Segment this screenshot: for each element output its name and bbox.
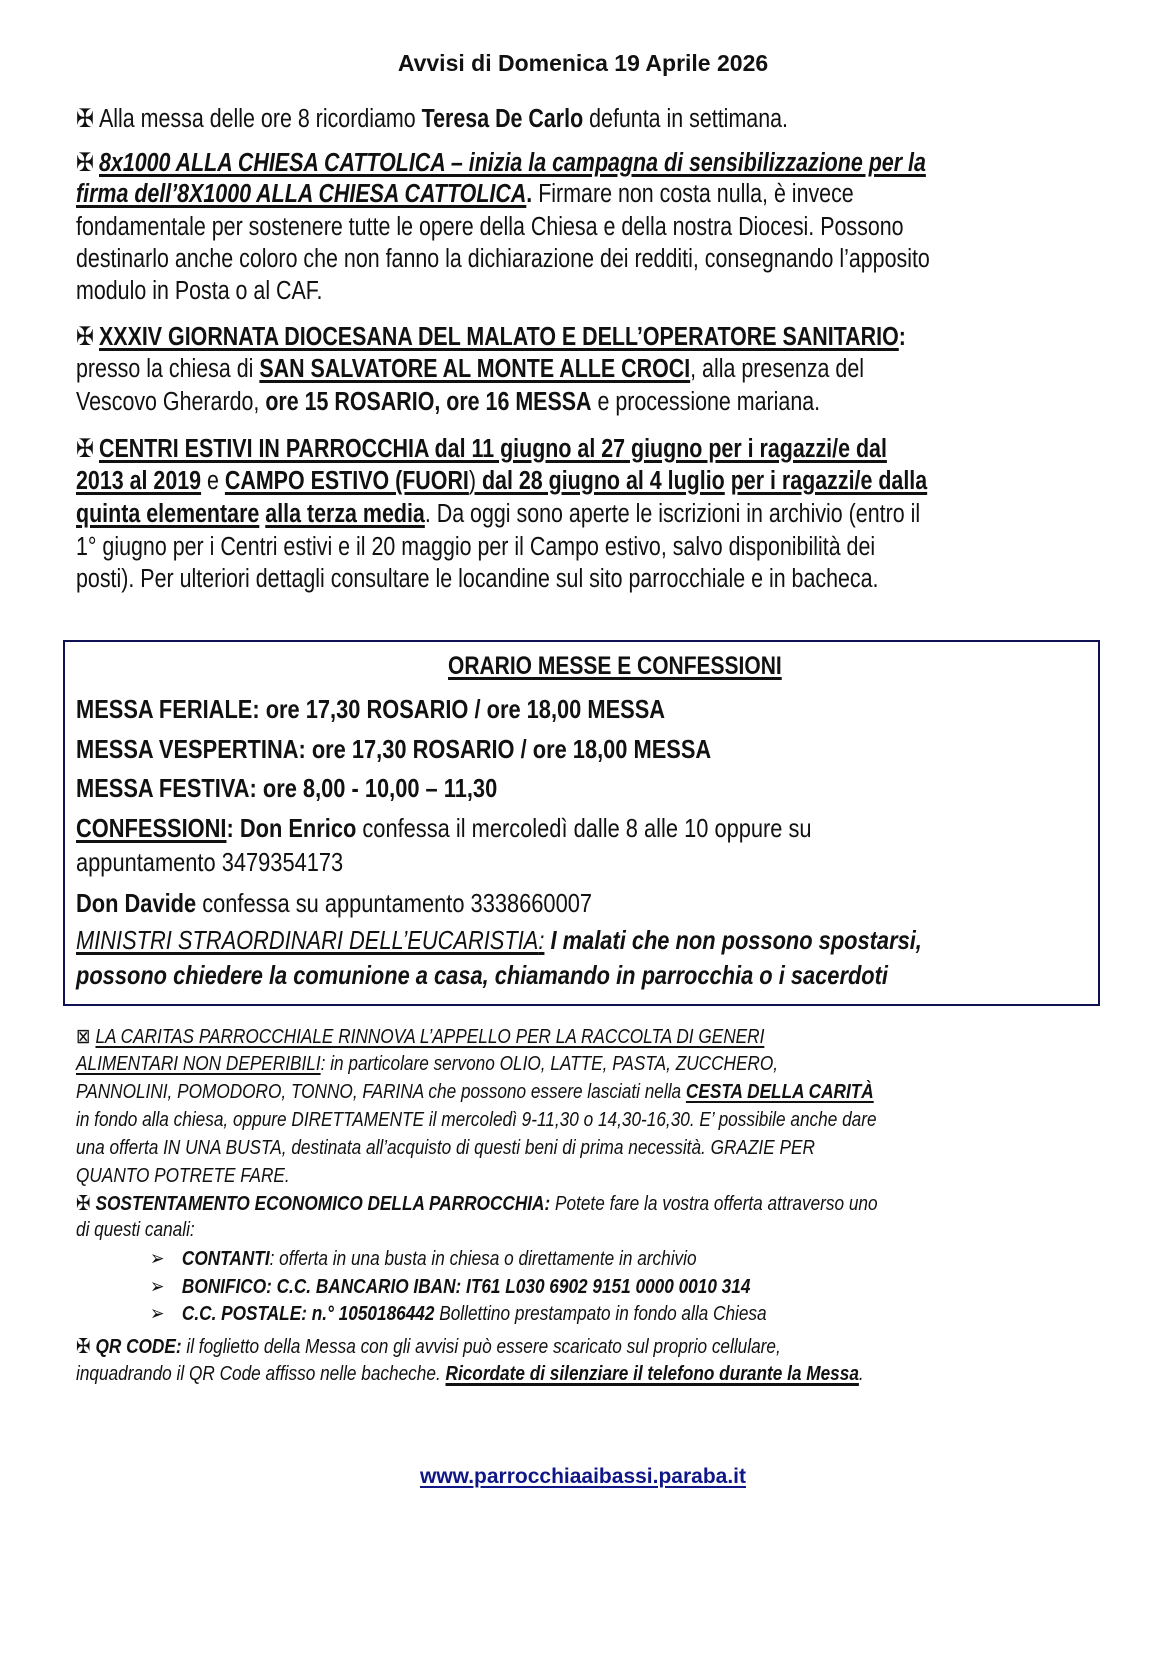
schedule-heading: ORARIO MESSE E CONFESSIONI bbox=[448, 652, 782, 680]
confessioni: CONFESSIONI: Don Enrico confessa il mercoledì dalle 8 alle 10 oppure su bbox=[76, 813, 812, 843]
confessioni-phone: appuntamento 3479354173 bbox=[76, 847, 344, 877]
maltese-cross-icon: ✠ bbox=[76, 149, 94, 177]
messa-vespertina: MESSA VESPERTINA: ore 17,30 ROSARIO / ore 18,00 MESSA bbox=[76, 734, 712, 764]
deceased-name: Teresa De Carlo bbox=[421, 105, 584, 133]
payment-bonifico: ➢ BONIFICO: C.C. BANCARIO IBAN: IT61 L030 6902 9151 0000 0010 314 bbox=[150, 1275, 751, 1298]
boxed-x-icon: ⊠ bbox=[76, 1025, 91, 1048]
maltese-cross-icon: ✠ bbox=[76, 323, 94, 351]
maltese-cross-icon: ✠ bbox=[76, 105, 94, 133]
messa-festiva: MESSA FESTIVA: ore 8,00 - 10,00 – 11,30 bbox=[76, 773, 498, 803]
messa-feriale: MESSA FERIALE: ore 17,30 ROSARIO / ore 18,00 MESSA bbox=[76, 694, 666, 724]
notice-memorial: ✠ Alla messa delle ore 8 ricordiamo Teresa De Carlo defunta in settimana. bbox=[76, 105, 788, 133]
arrowhead-icon: ➢ bbox=[150, 1302, 165, 1325]
maltese-cross-icon: ✠ bbox=[76, 1192, 91, 1215]
maltese-cross-icon: ✠ bbox=[76, 1335, 91, 1358]
parish-website-link[interactable]: www.parrocchiaaibassi.paraba.it bbox=[419, 1465, 746, 1488]
maltese-cross-icon: ✠ bbox=[76, 435, 94, 463]
arrowhead-icon: ➢ bbox=[150, 1247, 165, 1270]
payment-contanti: ➢ CONTANTI: offerta in una busta in chiesa o direttamente in archivio bbox=[150, 1247, 697, 1270]
payment-postale: ➢ C.C. POSTALE: n.° 1050186442 Bollettino prestampato in fondo alla Chiesa bbox=[150, 1302, 767, 1325]
ministri-straordinari: MINISTRI STRAORDINARI DELL’EUCARISTIA: I malati che non possono spostarsi, bbox=[76, 925, 922, 955]
page-title: Avvisi di Domenica 19 Aprile 2026 bbox=[397, 50, 769, 76]
confessioni-davide: Don Davide confessa su appuntamento 3338660007 bbox=[76, 888, 593, 918]
arrowhead-icon: ➢ bbox=[150, 1275, 165, 1298]
